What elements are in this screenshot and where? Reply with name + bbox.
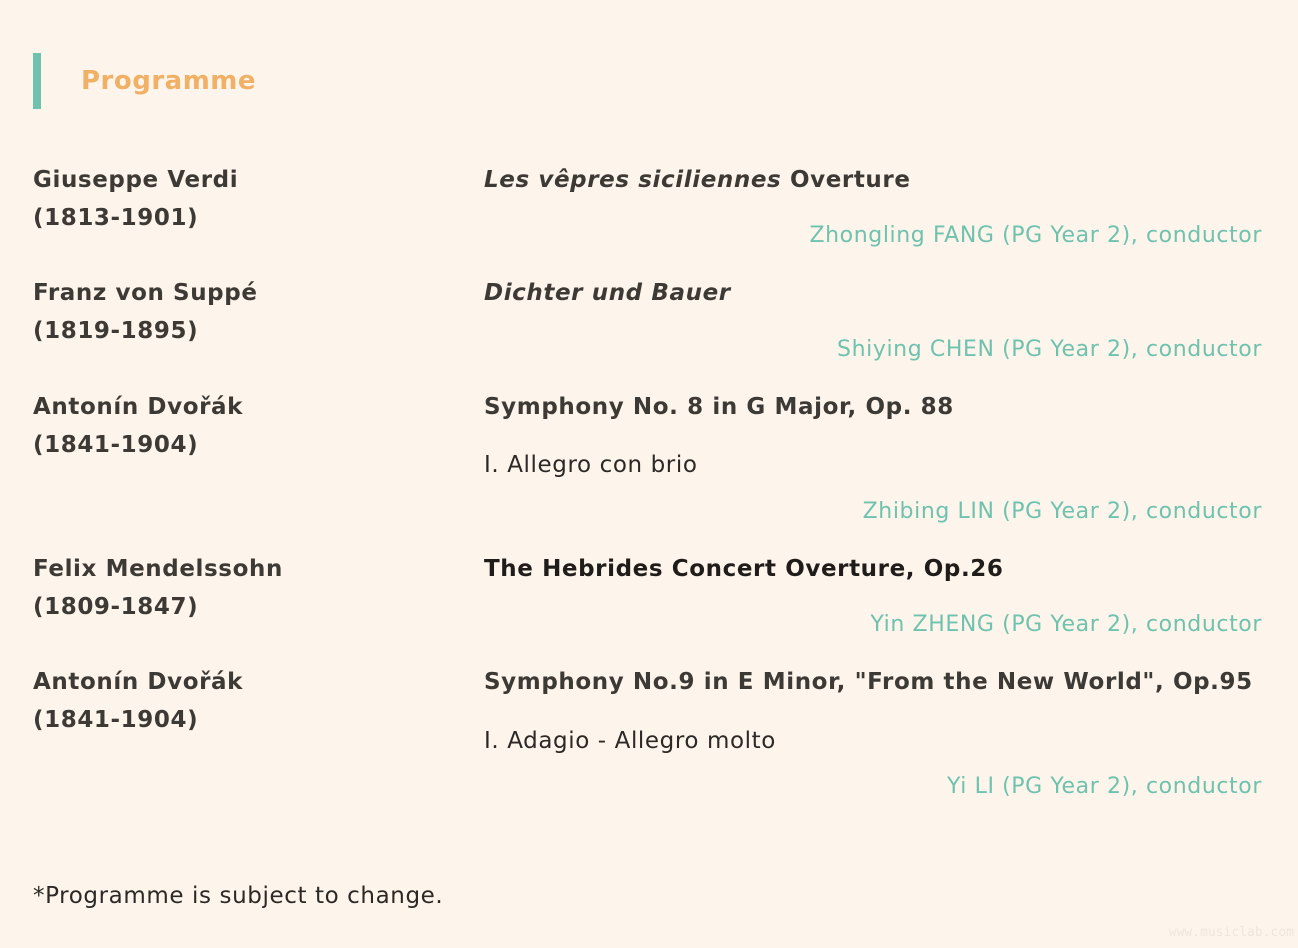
programme-note: *Programme is subject to change.	[33, 883, 444, 909]
watermark: www.musiclab.com	[1168, 925, 1294, 940]
work-title	[484, 388, 954, 426]
composer	[33, 663, 243, 739]
conductor-credit: Yi LI (PG Year 2), conductor	[947, 774, 1262, 799]
composer-dates: (1819-1895)	[33, 318, 199, 344]
composer-name: Antonín Dvořák	[33, 394, 244, 420]
movement: I. Allegro con brio	[484, 452, 698, 478]
work-title-rest: The Hebrides Concert Overture, Op.26	[484, 556, 1004, 582]
movement: I. Adagio - Allegro molto	[484, 728, 776, 754]
programme-heading	[33, 53, 256, 109]
work-title	[484, 161, 911, 199]
conductor-credit: Shiying CHEN (PG Year 2), conductor	[837, 337, 1262, 362]
conductor-credit: Zhibing LIN (PG Year 2), conductor	[862, 499, 1262, 524]
work-title-rest: Symphony No.9 in E Minor, "From the New World", Op.95	[484, 669, 1253, 695]
composer-dates: (1841-1904)	[33, 707, 199, 733]
work-title	[484, 274, 731, 312]
work-title	[484, 663, 1253, 701]
composer	[33, 550, 283, 626]
work-title-rest: Overture	[781, 167, 911, 193]
composer-name: Antonín Dvořák	[33, 669, 244, 695]
heading-accent-bar	[33, 53, 41, 109]
page-title: Programme	[81, 66, 257, 96]
work-title-rest: Symphony No. 8 in G Major, Op. 88	[484, 394, 954, 420]
composer	[33, 161, 238, 237]
composer	[33, 388, 243, 464]
composer-dates: (1813-1901)	[33, 205, 199, 231]
composer	[33, 274, 258, 350]
composer-name: Felix Mendelssohn	[33, 556, 283, 582]
composer-name: Giuseppe Verdi	[33, 167, 239, 193]
composer-name: Franz von Suppé	[33, 280, 258, 306]
composer-dates: (1809-1847)	[33, 594, 199, 620]
work-title	[484, 550, 1004, 588]
composer-dates: (1841-1904)	[33, 432, 199, 458]
work-title-italic: Les vêpres siciliennes	[484, 167, 782, 193]
work-title-italic: Dichter und Bauer	[484, 280, 731, 306]
conductor-credit: Yin ZHENG (PG Year 2), conductor	[870, 612, 1262, 637]
conductor-credit: Zhongling FANG (PG Year 2), conductor	[809, 223, 1262, 248]
